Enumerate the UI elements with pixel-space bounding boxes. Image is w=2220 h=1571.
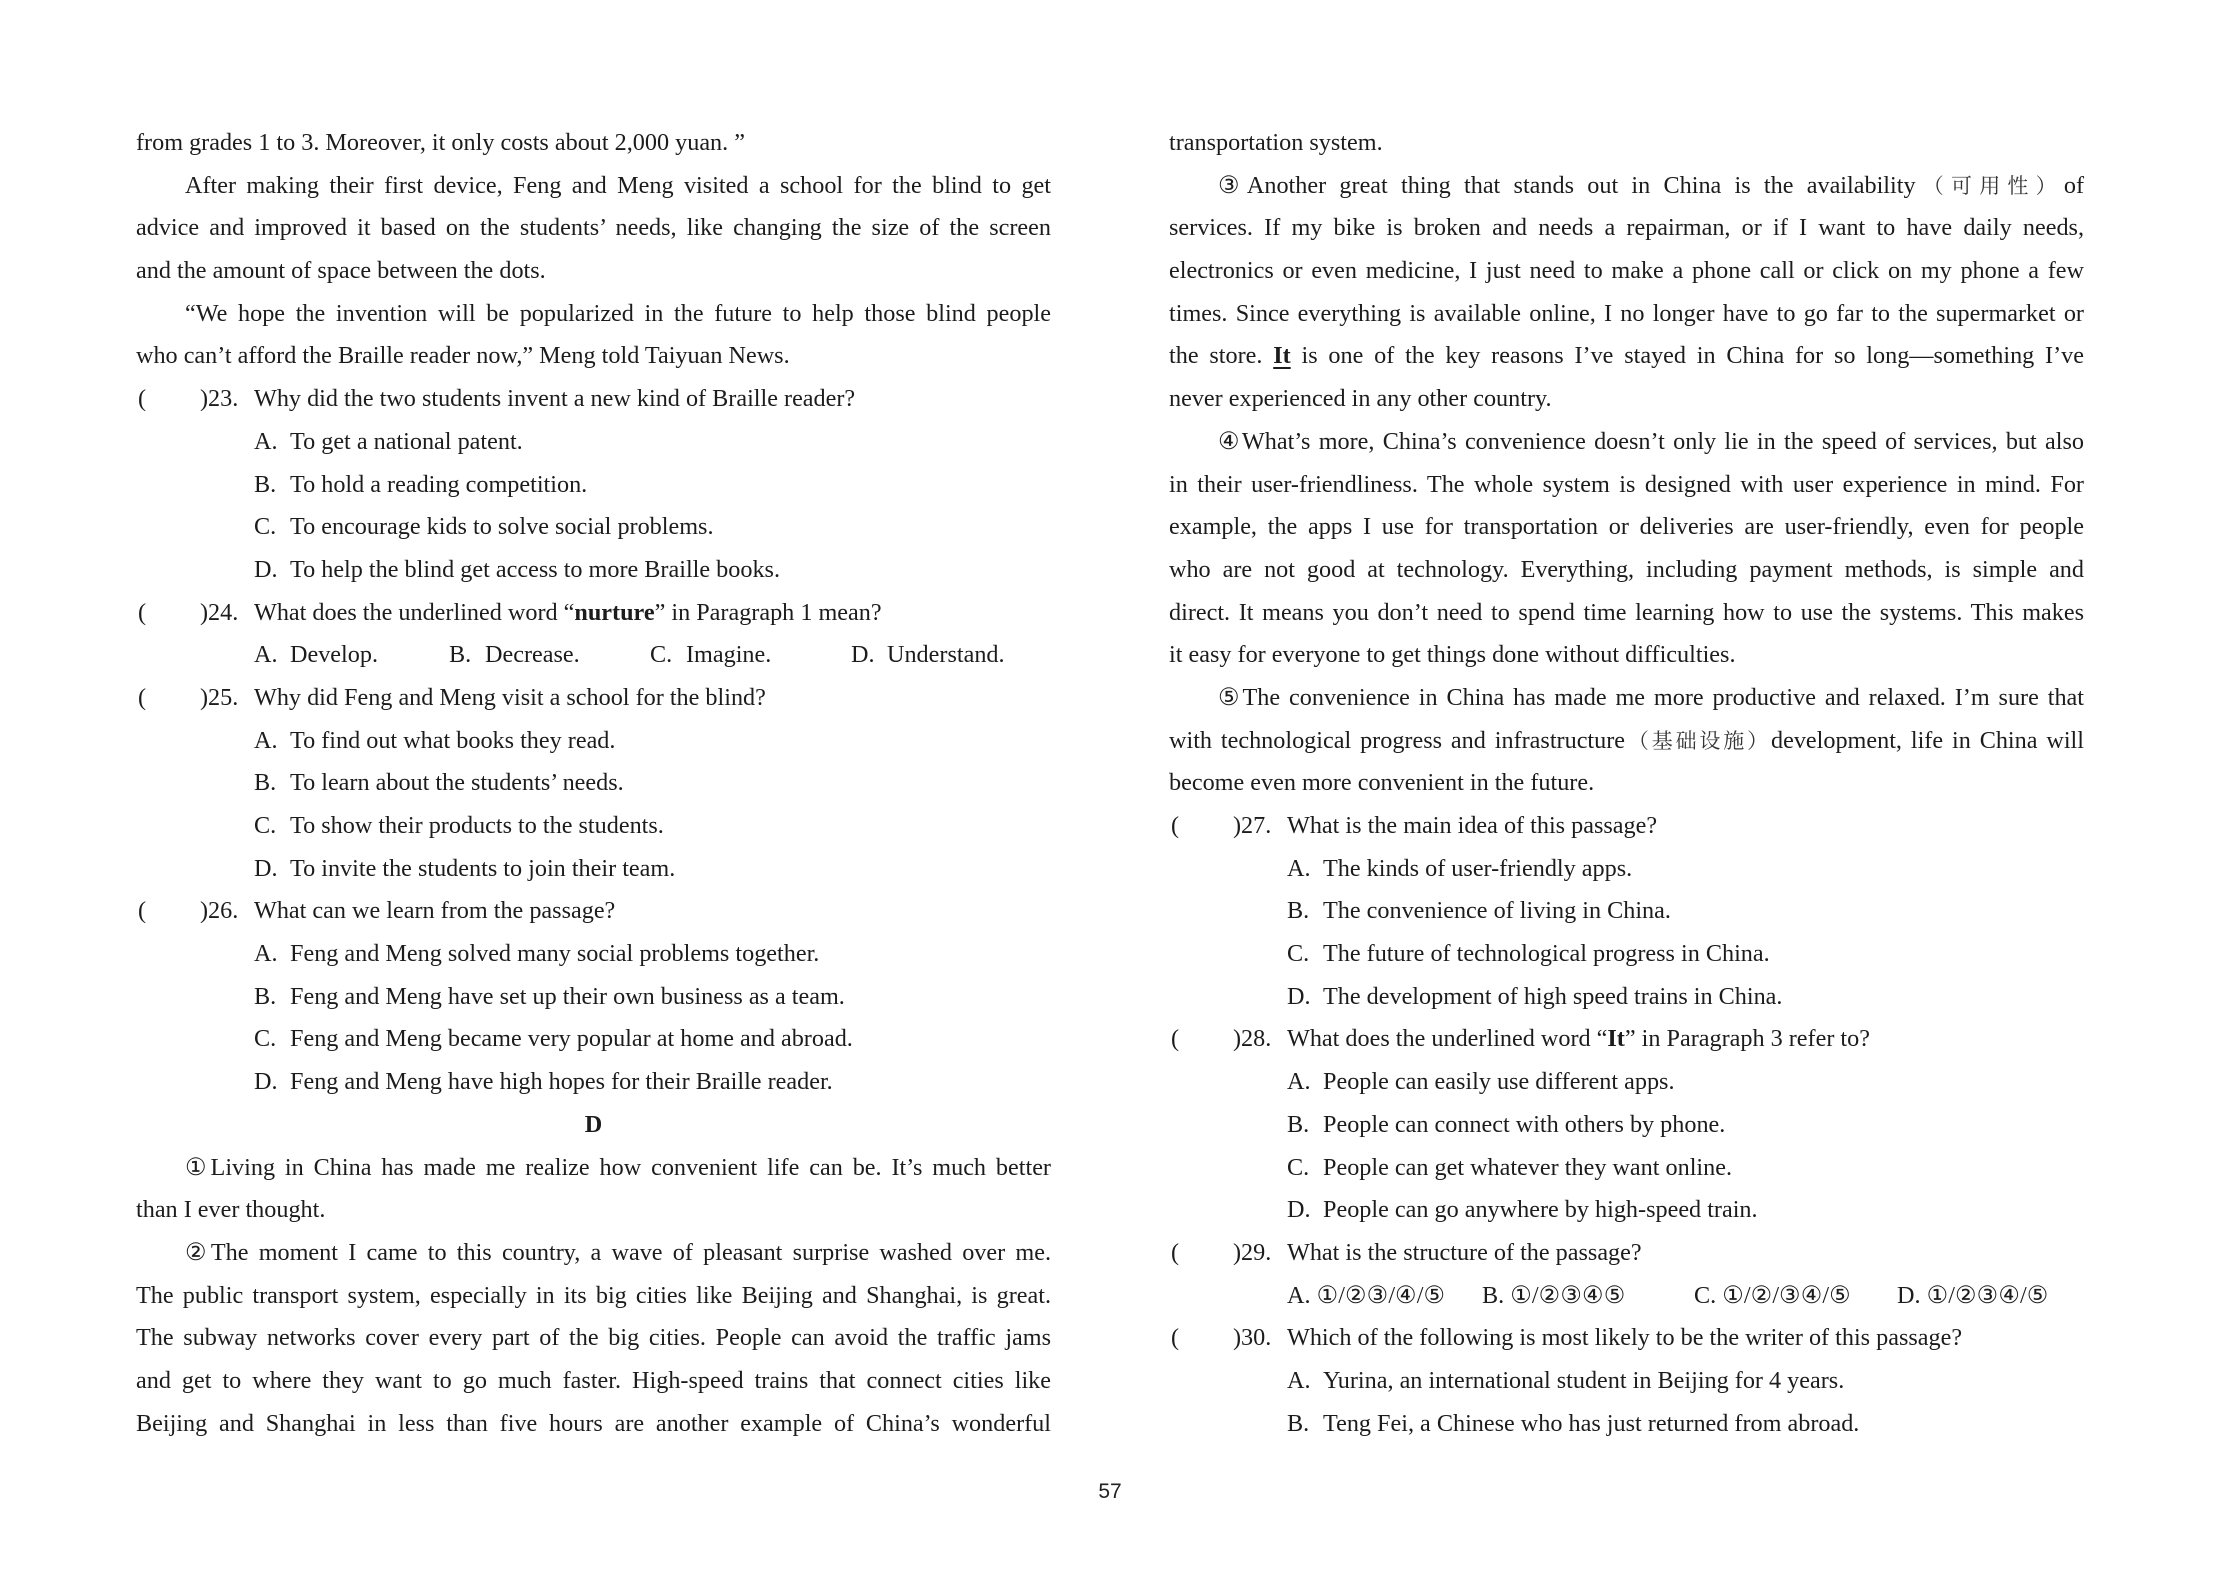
text-line: never experienced in any other country. [1169, 385, 1552, 413]
question-number: 29. [1241, 1238, 1272, 1266]
question-24 [136, 592, 1051, 635]
text-line: advice and improved it based on the students’ needs, like changing the size of the screen [136, 214, 1051, 242]
text-line: After making their first device, Feng and Meng visited a school for the blind to get [185, 171, 1051, 199]
chinese-gloss: （可用性） [1915, 173, 2064, 198]
text-line: example, the apps I use for transportation or deliveries are user-friendly, even for people [1169, 513, 2084, 541]
option-letter: A. [1287, 1281, 1311, 1309]
option-text: People can easily use different apps. [1323, 1068, 1675, 1096]
text-line: and get to where they want to go much faster. High-speed trains that connect cities like [136, 1366, 1051, 1394]
option-letter: D. [851, 641, 875, 669]
underlined-keyword: It [1273, 342, 1291, 370]
text-line: in their user-friendliness. The whole system is designed with user experience in mind. For [1169, 470, 2084, 498]
option-d[interactable] [851, 634, 1005, 677]
option-letter: D. [1897, 1281, 1921, 1309]
option-text: Imagine. [686, 641, 772, 669]
option-text: Yurina, an international student in Beijing for 4 years. [1323, 1366, 1845, 1394]
option-letter: A. [254, 940, 278, 968]
passage-c-tail [136, 122, 1051, 165]
option-letter: A. [1287, 854, 1311, 882]
text-line: from grades 1 to 3. Moreover, it only costs about 2,000 yuan. ” [136, 129, 745, 156]
option-letter: B. [1287, 1110, 1310, 1138]
question-text-after: ” in Paragraph 1 mean? [654, 598, 882, 626]
option-text: Decrease. [485, 641, 580, 669]
option-b[interactable] [1482, 1275, 1625, 1318]
option-text: To find out what books they read. [290, 726, 616, 754]
text-segment: development, life in China will [1770, 726, 2084, 754]
question-29 [1169, 1232, 2084, 1275]
option-b[interactable] [1169, 1104, 2084, 1147]
option-letter: A. [1287, 1068, 1311, 1096]
answer-blank-close: ) [200, 683, 209, 711]
answer-blank-open[interactable]: ( [138, 598, 147, 626]
question-text [254, 592, 882, 635]
option-text: Teng Fei, a Chinese who has just returned from abroad. [1323, 1409, 1860, 1437]
text-line: ②The moment I came to this country, a wave of pleasant surprise washed over me. [185, 1238, 1051, 1266]
option-d[interactable] [1169, 976, 2084, 1019]
text-segment: the store. [1169, 342, 1274, 370]
question-23 [136, 378, 1051, 421]
text-line [1169, 720, 2084, 763]
option-text: To show their products to the students. [290, 812, 664, 839]
answer-blank-close: ) [1233, 812, 1242, 839]
option-b[interactable] [449, 634, 580, 677]
question-number: 24. [208, 598, 239, 626]
answer-blank-open[interactable]: ( [1171, 812, 1180, 839]
option-text: To help the blind get access to more Braille books. [290, 555, 780, 583]
option-c[interactable] [650, 634, 771, 677]
option-letter: C. [1287, 940, 1310, 968]
answer-blank-open[interactable]: ( [1171, 1324, 1180, 1352]
text-line: services. If my bike is broken and needs a repairman, or if I want to have daily needs, [1169, 214, 2084, 242]
question-keyword: nurture [574, 598, 655, 626]
option-b[interactable] [136, 762, 1051, 805]
option-letter: A. [254, 641, 278, 669]
text-line: direct. It means you don’t need to spend time learning how to use the systems. This makes [1169, 598, 2084, 626]
section-heading: D [584, 1110, 603, 1138]
question-text: Why did the two students invent a new kind of Braille reader? [254, 385, 856, 413]
text-segment: with technological progress and infrastructure [1169, 726, 1626, 754]
option-text: To learn about the students’ needs. [290, 769, 624, 797]
option-text: The convenience of living in China. [1323, 897, 1671, 925]
text-line: become even more convenient in the future. [1169, 769, 1595, 797]
question-text-after: ” in Paragraph 3 refer to? [1624, 1025, 1870, 1053]
question-text: What is the main idea of this passage? [1287, 812, 1658, 839]
option-c[interactable] [136, 506, 1051, 549]
option-c[interactable] [1169, 933, 2084, 976]
right-column [1169, 122, 2084, 1445]
answer-blank-open[interactable]: ( [138, 897, 147, 925]
answer-blank-close: ) [200, 598, 209, 626]
text-line: transportation system. [1169, 129, 1383, 156]
question-text: Why did Feng and Meng visit a school for the blind? [254, 683, 766, 711]
text-line: who are not good at technology. Everything, including payment methods, is simple and [1169, 555, 2084, 583]
passage-d-paragraph-4 [1169, 421, 2084, 677]
option-text: Develop. [290, 641, 378, 669]
text-line: and the amount of space between the dots. [136, 257, 546, 285]
option-text: ①/②③/④/⑤ [1316, 1281, 1446, 1309]
option-letter: B. [449, 641, 472, 669]
question-number: 27. [1241, 812, 1272, 839]
option-text: People can connect with others by phone. [1323, 1110, 1726, 1138]
option-letter: C. [1287, 1153, 1310, 1181]
option-a[interactable] [1169, 1360, 2084, 1403]
question-27 [1169, 805, 2084, 848]
question-number: 26. [208, 897, 239, 925]
question-28 [1169, 1018, 2084, 1061]
question-number: 30. [1241, 1324, 1272, 1352]
option-d[interactable] [1897, 1275, 2048, 1318]
answer-blank-close: ) [1233, 1025, 1242, 1053]
question-26 [136, 890, 1051, 933]
options-row [1169, 1275, 2084, 1318]
option-text: ①/②③④⑤ [1510, 1281, 1626, 1309]
option-letter: A. [254, 726, 278, 754]
option-letter: C. [254, 1025, 277, 1053]
option-text: To invite the students to join their team. [290, 854, 676, 882]
passage-d-paragraph-2 [136, 1232, 1051, 1445]
option-letter: B. [1287, 897, 1310, 925]
option-letter: B. [1287, 1409, 1310, 1437]
option-a[interactable] [136, 720, 1051, 763]
text-line: who can’t afford the Braille reader now,” Meng told Taiyuan News. [136, 342, 790, 370]
text-line: times. Since everything is available online, I no longer have to go far to the supermarket or [1169, 299, 2084, 327]
answer-blank-close: ) [200, 385, 209, 413]
option-c[interactable] [136, 1018, 1051, 1061]
option-letter: D. [1287, 982, 1311, 1010]
question-text: What can we learn from the passage? [254, 897, 616, 925]
option-text: ①/②/③④/⑤ [1722, 1281, 1851, 1309]
option-text: Feng and Meng became very popular at home and abroad. [290, 1025, 853, 1053]
passage-d-paragraph-3 [1169, 165, 2084, 421]
text-line [1169, 335, 2084, 378]
option-letter: C. [254, 513, 277, 541]
answer-blank-open[interactable]: ( [1171, 1025, 1180, 1053]
option-letter: B. [254, 982, 277, 1010]
option-a[interactable] [1287, 1275, 1445, 1318]
question-25 [136, 677, 1051, 720]
question-text-before: What does the underlined word “ [254, 598, 575, 626]
option-text: To get a national patent. [290, 427, 523, 455]
option-text: Feng and Meng have high hopes for their Braille reader. [290, 1068, 833, 1096]
option-letter: D. [1287, 1196, 1311, 1224]
option-a[interactable] [1169, 1061, 2084, 1104]
option-letter: B. [1482, 1281, 1505, 1309]
option-a[interactable] [254, 634, 378, 677]
text-segment: of [2063, 171, 2085, 199]
question-number: 28. [1241, 1025, 1272, 1053]
option-letter: B. [254, 470, 277, 498]
option-a[interactable] [136, 421, 1051, 464]
answer-blank-open[interactable]: ( [138, 385, 147, 413]
chinese-gloss: （基础设施） [1625, 728, 1771, 753]
text-segment: is one of the key reasons I’ve stayed in China for so long—something I’ve [1290, 342, 2084, 370]
left-column [136, 122, 1051, 1445]
question-keyword: It [1607, 1025, 1625, 1053]
text-line: ①Living in China has made me realize how convenient life can be. It’s much better [185, 1153, 1051, 1181]
text-line: than I ever thought. [136, 1196, 326, 1224]
option-d[interactable] [136, 848, 1051, 891]
option-letter: C. [254, 812, 277, 839]
option-text: Feng and Meng have set up their own business as a team. [290, 982, 845, 1010]
option-d[interactable] [1169, 1189, 2084, 1232]
option-letter: A. [254, 427, 278, 455]
question-text-before: What does the underlined word “ [1287, 1025, 1608, 1053]
answer-blank-close: ) [200, 897, 209, 925]
question-30 [1169, 1317, 2084, 1360]
text-line: ⑤The convenience in China has made me more productive and relaxed. I’m sure that [1218, 683, 2084, 711]
option-text: Feng and Meng solved many social problems together. [290, 940, 820, 968]
text-line: ④What’s more, China’s convenience doesn’t only lie in the speed of services, but also [1218, 427, 2084, 455]
question-text: Which of the following is most likely to be the writer of this passage? [1287, 1324, 1963, 1352]
text-line: electronics or even medicine, I just need to make a phone call or click on my phone a few [1169, 257, 2084, 285]
text-line: “We hope the invention will be popularized in the future to help those blind people [185, 299, 1051, 327]
text-segment: ③Another great thing that stands out in China is the availability [1218, 171, 1916, 199]
option-a[interactable] [136, 933, 1051, 976]
option-c[interactable] [136, 805, 1051, 848]
option-text: To hold a reading competition. [290, 470, 588, 498]
option-text: Understand. [887, 641, 1005, 669]
answer-blank-open[interactable]: ( [138, 683, 147, 711]
option-letter: D. [254, 1068, 278, 1096]
option-d[interactable] [136, 1061, 1051, 1104]
text-line: The subway networks cover every part of the big cities. People can avoid the traffic jams [136, 1324, 1051, 1352]
option-text: ①/②③④/⑤ [1926, 1281, 2049, 1309]
option-letter: D. [254, 555, 278, 583]
passage-d-paragraph-1 [136, 1147, 1051, 1232]
passage-c-paragraph [136, 165, 1051, 293]
text-line: it easy for everyone to get things done without difficulties. [1169, 641, 1736, 669]
option-d[interactable] [136, 549, 1051, 592]
option-b[interactable] [136, 976, 1051, 1019]
text-line [1169, 165, 2084, 208]
question-text: What is the structure of the passage? [1287, 1238, 1642, 1266]
text-line: The public transport system, especially in its big cities like Beijing and Shanghai, is great. [136, 1281, 1051, 1309]
option-text: The future of technological progress in China. [1323, 940, 1770, 968]
option-b[interactable] [136, 464, 1051, 507]
answer-blank-open[interactable]: ( [1171, 1238, 1180, 1266]
option-text: People can go anywhere by high-speed train. [1323, 1196, 1758, 1224]
option-c[interactable] [1169, 1147, 2084, 1190]
option-text: To encourage kids to solve social problems. [290, 513, 714, 541]
options-row [136, 634, 1051, 677]
answer-blank-close: ) [1233, 1324, 1242, 1352]
question-text [1287, 1018, 1870, 1061]
option-text: People can get whatever they want online. [1323, 1153, 1733, 1181]
option-text: The development of high speed trains in China. [1323, 982, 1783, 1010]
option-c[interactable] [1694, 1275, 1851, 1318]
option-letter: A. [1287, 1366, 1311, 1394]
answer-blank-close: ) [1233, 1238, 1242, 1266]
passage-d-paragraph-5 [1169, 677, 2084, 805]
option-a[interactable] [1169, 848, 2084, 891]
question-number: 25. [208, 683, 239, 711]
option-b[interactable] [1169, 1403, 2084, 1446]
option-letter: D. [254, 854, 278, 882]
page-number: 57 [1098, 1480, 1122, 1503]
option-text: The kinds of user-friendly apps. [1323, 854, 1633, 882]
question-number: 23. [208, 385, 239, 413]
text-line: Beijing and Shanghai in less than five hours are another example of China’s wonderful [136, 1409, 1051, 1437]
option-letter: B. [254, 769, 277, 797]
option-letter: C. [1694, 1281, 1717, 1309]
passage-d-paragraph-2-tail [1169, 122, 2084, 165]
option-b[interactable] [1169, 890, 2084, 933]
option-letter: C. [650, 641, 673, 669]
passage-c-quote [136, 293, 1051, 378]
